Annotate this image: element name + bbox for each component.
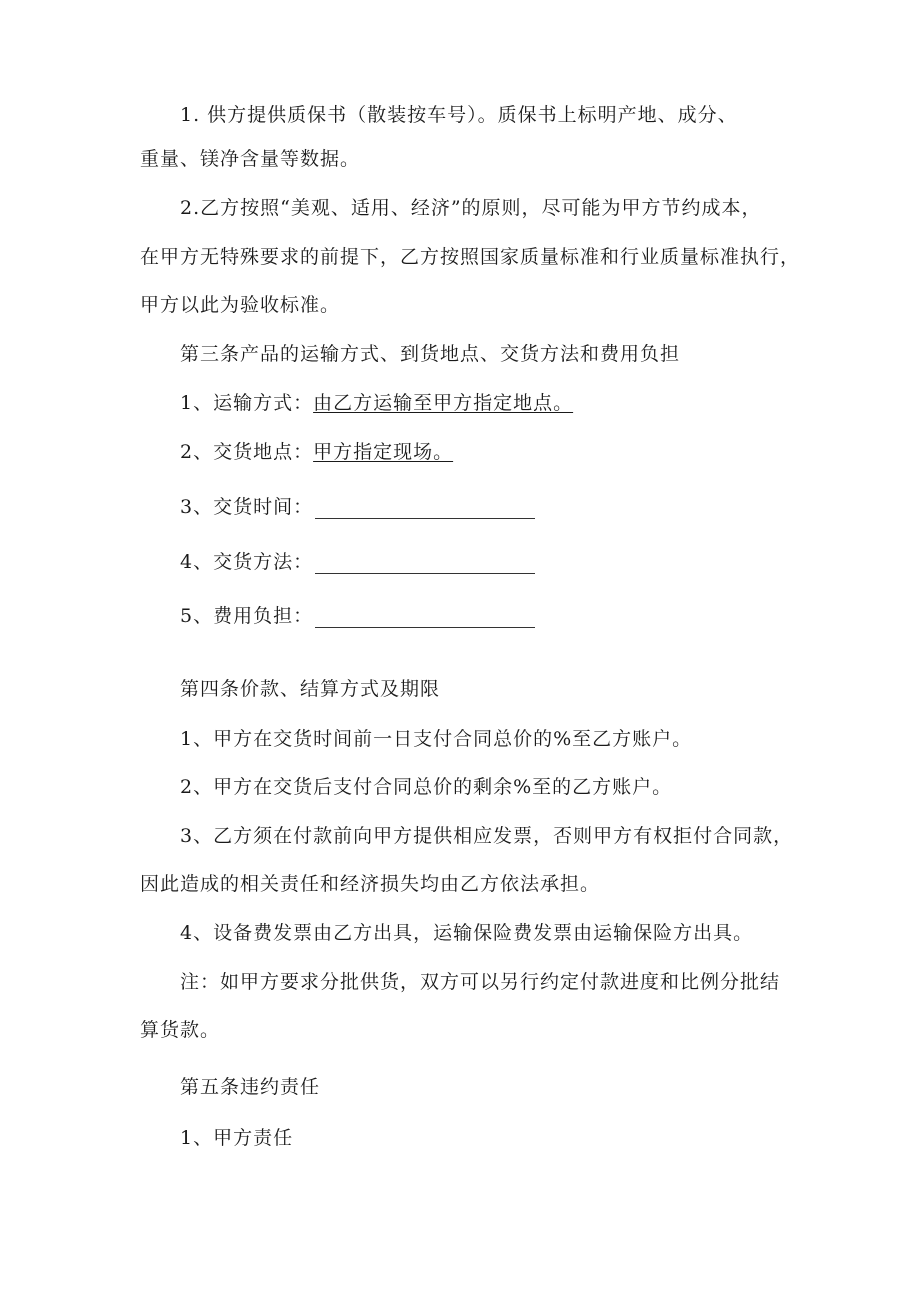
article3-item2-value: 甲方指定现场。	[313, 441, 454, 463]
article5-title: 第五条违约责任	[180, 1076, 321, 1098]
article4-item2: 2、甲方在交货后支付合同总价的剩余%至的乙方账户。	[180, 776, 673, 798]
article3-item5-label: 5、费用负担：	[180, 605, 314, 627]
article4-item4: 4、设备费发票由乙方出具，运输保险费发票由运输保险方出具。	[180, 922, 754, 944]
article4-item3-line1: 3、乙方须在付款前向甲方提供相应发票，否则甲方有权拒付合同款，	[180, 825, 794, 847]
article4-title: 第四条价款、结算方式及期限	[180, 678, 441, 700]
article5-item1: 1、甲方责任	[180, 1127, 294, 1149]
paragraph-item1-line1: 1. 供方提供质保书（散装按车号）。质保书上标明产地、成分、	[180, 104, 738, 126]
article3-item3	[180, 494, 535, 520]
article4-item3-line2: 因此造成的相关责任和经济损失均由乙方依法承担。	[140, 873, 601, 895]
blank-line	[315, 572, 535, 574]
article3-item4-label: 4、交货方法：	[180, 551, 314, 573]
blank-line	[315, 626, 535, 628]
article4-note-line1: 注：如甲方要求分批供货，双方可以另行约定付款进度和比例分批结	[180, 971, 781, 993]
article3-title: 第三条产品的运输方式、到货地点、交货方法和费用负担	[180, 343, 681, 365]
blank-line	[315, 517, 535, 519]
article4-note-line2: 算货款。	[140, 1019, 221, 1041]
article3-item3-label: 3、交货时间：	[180, 496, 314, 518]
paragraph-item2-line1: 2.乙方按照“美观、适用、经济”的原则，尽可能为甲方节约成本，	[180, 197, 762, 219]
paragraph-item1-line2: 重量、镁净含量等数据。	[140, 148, 361, 170]
article3-item1-value: 由乙方运输至甲方指定地点。	[313, 392, 574, 414]
article3-item2	[180, 439, 453, 465]
paragraph-item2-line2: 在甲方无特殊要求的前提下，乙方按照国家质量标准和行业质量标准执行，	[140, 246, 801, 268]
article3-item4	[180, 549, 535, 575]
article4-item1: 1、甲方在交货时间前一日支付合同总价的%至乙方账户。	[180, 728, 693, 750]
article3-item1-label: 1、运输方式：	[180, 392, 314, 414]
article3-item5	[180, 603, 535, 629]
paragraph-item2-line3: 甲方以此为验收标准。	[140, 294, 341, 316]
article3-item1	[180, 390, 573, 416]
article3-item2-label: 2、交货地点：	[180, 441, 314, 463]
